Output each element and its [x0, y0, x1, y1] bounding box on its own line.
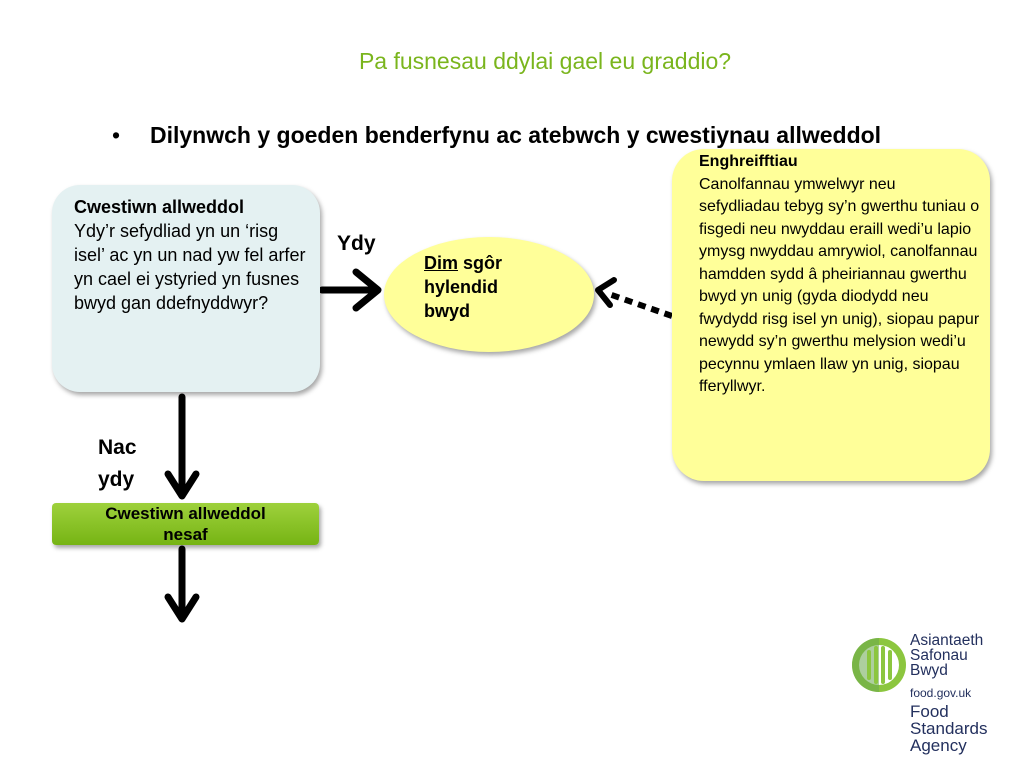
next-question-line1: Cwestiwn allweddol: [105, 504, 266, 523]
examples-heading: Enghreifftiau: [699, 153, 798, 170]
outcome-underlined: Dim: [424, 253, 459, 273]
bullet-text: Dilynwch y goeden benderfynu ac atebwch y cwestiynau allweddol: [150, 122, 882, 148]
outcome-line2: hylendid: [424, 277, 499, 297]
outcome-line1-rest: sgôr: [463, 253, 503, 273]
next-question-button[interactable]: [52, 503, 319, 545]
key-question-heading: Cwestiwn allweddol: [74, 197, 245, 217]
logo-en-line3: Agency: [910, 736, 967, 755]
arrow-examples: [598, 280, 672, 316]
arrow-no: [168, 397, 196, 496]
logo-english-name: [910, 703, 988, 754]
fsa-logo-icon: [850, 636, 908, 694]
page-title: Pa fusnesau ddylai gael eu graddio?: [358, 48, 732, 74]
arrow-next: [168, 549, 196, 619]
bullet-marker: •: [112, 122, 121, 148]
key-question-text: Ydy’r sefydliad yn un ‘risg isel’ ac yn un nad yw fel arfer yn cael ei ystyried yn fusnes bwyd gan ddefnyddwyr?: [74, 221, 306, 313]
logo-website: food.gov.uk: [910, 686, 972, 700]
key-question-box: [52, 185, 320, 392]
examples-text: Canolfannau ymwelwyr neu sefydliadau tebyg sy’n gwerthu tuniau o fisgedi neu nwyddau eraill wedi’u lapio ymysg nwyddau amrywiol, canolfannau hamdden sydd â pheiriannau gwerthu bwyd yn unig (gyda diodydd neu fwydydd risg isel yn unig), siopau papur newydd sy’n gwerthu melysion wedi’u pecynnu ymlaen llaw yn unig, siopau fferyllwyr.: [699, 175, 980, 395]
logo-cy-line1: Asiantaeth: [910, 632, 984, 649]
no-label-line2: ydy: [98, 468, 135, 491]
logo-en-line2: Standards: [910, 719, 988, 738]
no-label: [98, 432, 137, 496]
arrow-yes: [322, 272, 378, 308]
logo-en-line1: Food: [910, 702, 949, 721]
no-label-line1: Nac: [98, 436, 137, 459]
examples-box: [672, 149, 990, 481]
yes-label: Ydy: [337, 232, 376, 255]
outcome-no-rating: [384, 237, 594, 352]
outcome-line3: bwyd: [424, 301, 471, 321]
fsa-logo: [850, 633, 1010, 758]
logo-welsh-name: [910, 633, 983, 678]
logo-cy-line2: Safonau: [910, 647, 968, 664]
next-question-line2: nesaf: [163, 525, 208, 544]
logo-cy-line3: Bwyd: [910, 662, 948, 679]
